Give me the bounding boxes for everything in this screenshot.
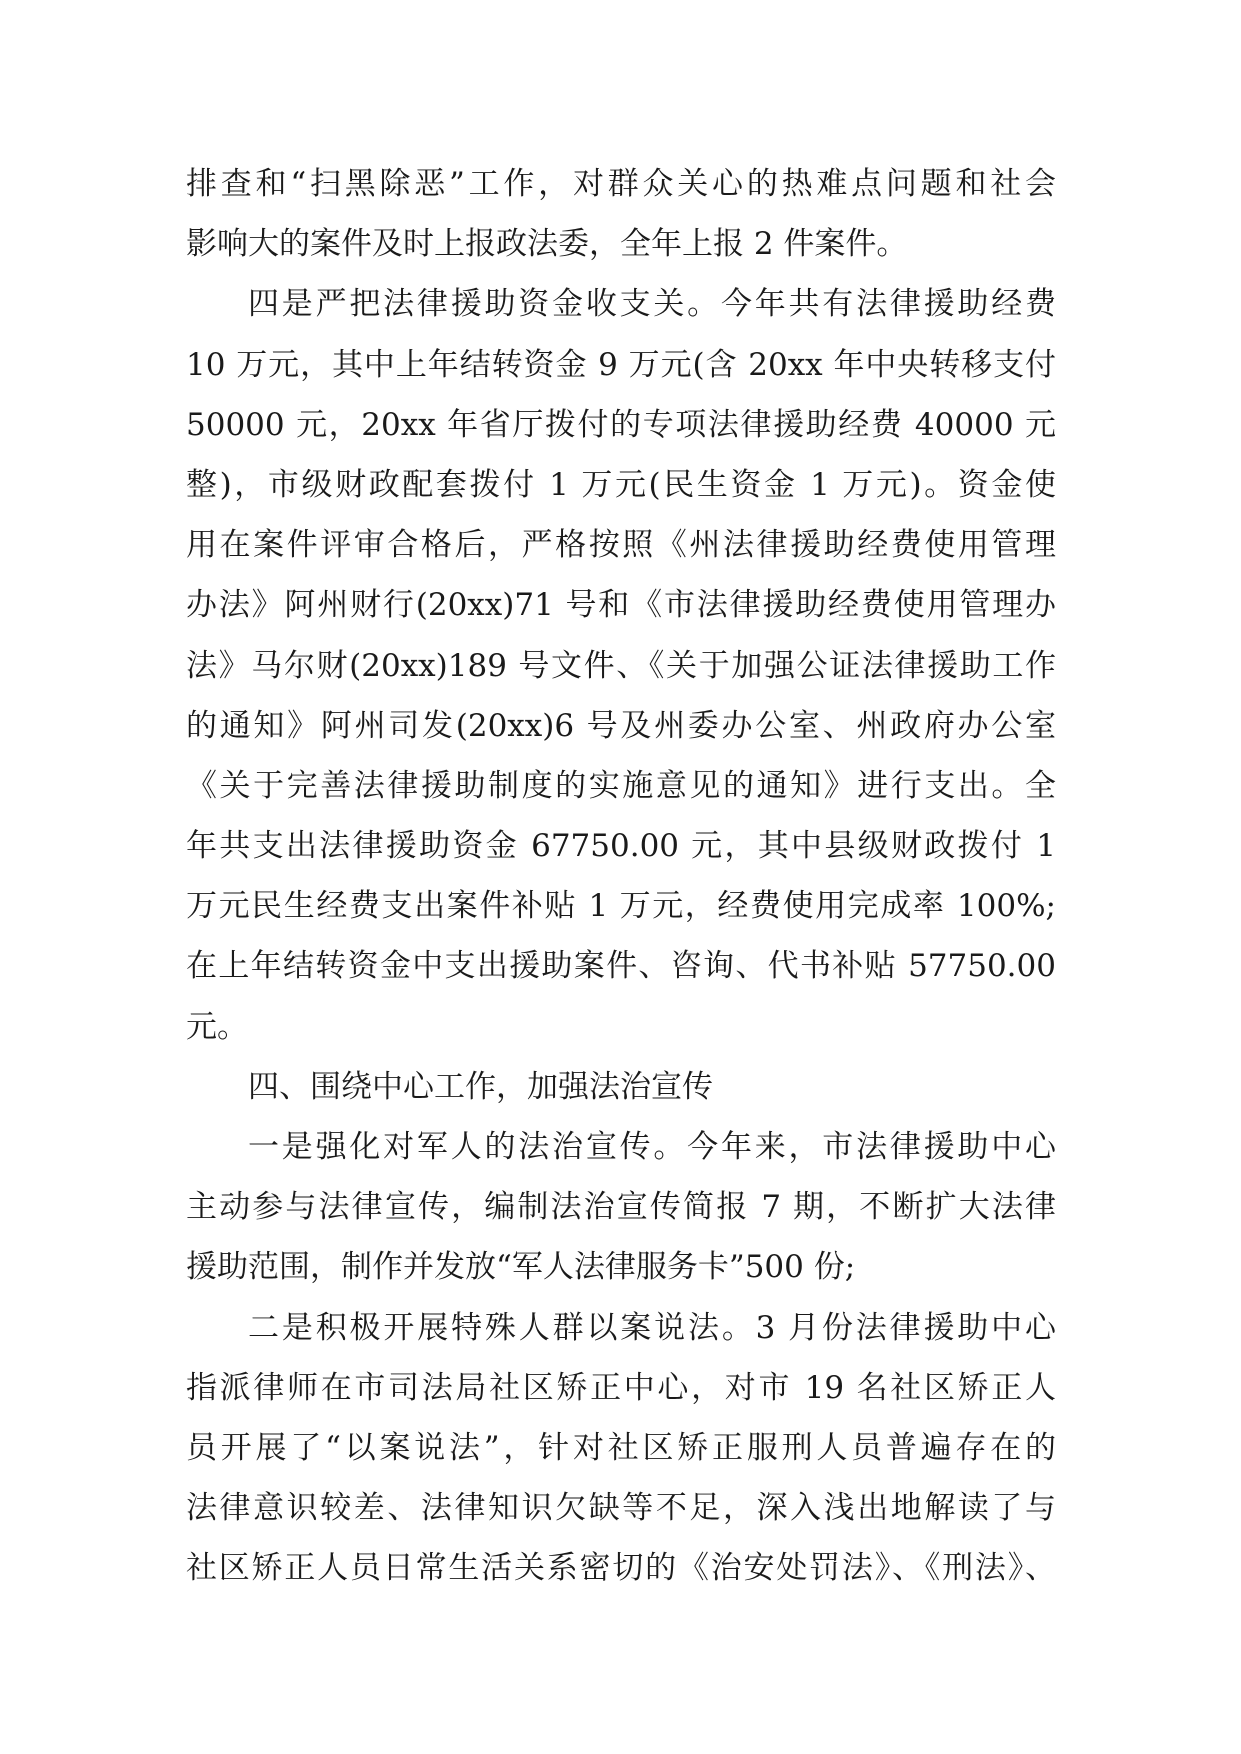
text-line: 影响大的案件及时上报政法委，全年上报 2 件案件。 [186, 226, 908, 263]
text-line: 年共支出法律援助资金 67750.00 元，其中县级财政拨付 1 [186, 828, 1056, 865]
text-line: 排查和“扫黑除恶”工作，对群众关心的热难点问题和社会 [186, 166, 1056, 202]
document-body [186, 154, 1056, 1599]
text-line: 整)，市级财政配套拨付 1 万元(民生资金 1 万元)。资金使 [186, 466, 1056, 503]
text-line: 援助范围，制作并发放“军人法律服务卡”500 份; [186, 1249, 856, 1286]
text-line: 主动参与法律宣传，编制法治宣传简报 7 期，不断扩大法律 [186, 1189, 1056, 1226]
text-line: 指派律师在市司法局社区矫正中心，对市 19 名社区矫正人 [186, 1369, 1056, 1406]
text-line: 用在案件评审合格后，严格按照《州法律援助经费使用管理 [186, 527, 1056, 564]
paragraph-first-line: 四是严把法律援助资金收支关。今年共有法律援助经费 [248, 286, 1056, 323]
text-line: 10 万元，其中上年结转资金 9 万元(含 20xx 年中央转移支付 [186, 346, 1056, 383]
text-line: 办法》阿州财行(20xx)71 号和《市法律援助经费使用管理办 [186, 587, 1056, 624]
text-line: 《关于完善法律援助制度的实施意见的通知》进行支出。全 [186, 767, 1056, 804]
text-line: 50000 元，20xx 年省厅拨付的专项法律援助经费 40000 元 [186, 406, 1056, 443]
paragraph-first-line: 一是强化对军人的法治宣传。今年来，市法律援助中心 [248, 1129, 1056, 1165]
text-line: 在上年结转资金中支出援助案件、咨询、代书补贴 57750.00 [186, 948, 1056, 985]
text-line: 社区矫正人员日常生活关系密切的《治安处罚法》、《刑法》、 [186, 1550, 1056, 1587]
paragraph-first-line: 二是积极开展特殊人群以案说法。3 月份法律援助中心 [248, 1309, 1056, 1346]
text-line: 万元民生经费支出案件补贴 1 万元，经费使用完成率 100%; [186, 888, 1056, 925]
text-line: 员开展了“以案说法”，针对社区矫正服刑人员普遍存在的 [186, 1429, 1056, 1466]
text-line: 法》马尔财(20xx)189 号文件、《关于加强公证法律援助工作 [186, 647, 1056, 684]
text-line: 的通知》阿州司发(20xx)6 号及州委办公室、州政府办公室 [186, 707, 1056, 744]
text-line: 法律意识较差、法律知识欠缺等不足，深入浅出地解读了与 [186, 1490, 1056, 1527]
text-line: 元。 [186, 1008, 248, 1045]
section-heading: 四、围绕中心工作，加强法治宣传 [248, 1068, 713, 1105]
